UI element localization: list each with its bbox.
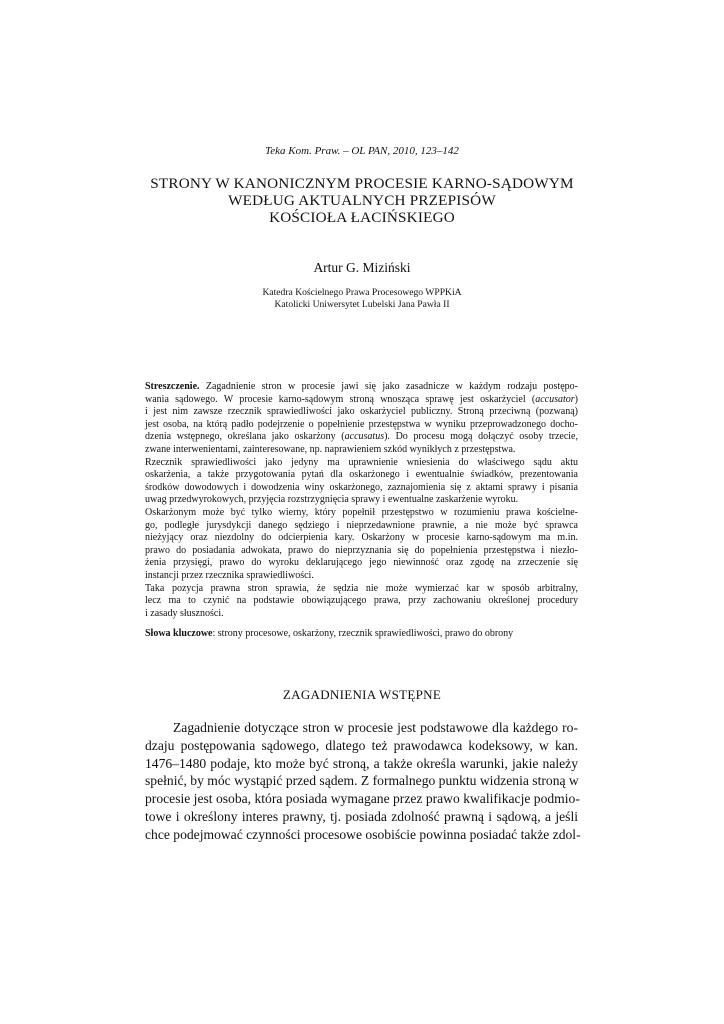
abstract-line: wania sądowego. W procesie karno-sądowym stroną wnosząca sprawę jest oskarżyciel (accusator) [145, 393, 578, 405]
author-name: Artur G. Miziński [313, 260, 411, 275]
abstract-line: nieżyjący oraz niezdolny do odcierpienia kary. Oskarżony w procesie karno-sądowym ma m.in. [145, 532, 578, 544]
body-text [145, 719, 581, 844]
abstract-line: środków dowodowych i dowodzenia winy oskarżonego, zaznajomienia się z aktami sprawy i pisania [145, 481, 578, 493]
affiliation-line: Katolicki Uniwersytet Lubelski Jana Pawła II [274, 299, 450, 310]
abstract-line: lecz ma to czynić na podstawie obowiązującego prawa, przy zachowaniu określonej procedury [145, 595, 578, 607]
abstract-label: Streszczenie. [145, 381, 200, 392]
keywords [145, 628, 578, 641]
abstract-line: Taka pozycja prawna stron sprawia, że sędzia nie może wymierzać kar w sposób arbitralny, [145, 582, 578, 594]
abstract-line: Oskarżonym może być tylko wierny, który popełnił przestępstwo w rozumieniu prawa kościelne- [145, 506, 578, 518]
body-line: spełnić, by móc wystąpić przed sądem. Z formalnego punktu widzenia stroną w [145, 773, 579, 789]
keywords-text: : strony procesowe, oskarżony, rzecznik sprawiedliwości, prawo do obrony [212, 628, 514, 640]
abstract-line: Streszczenie. Zagadnienie stron w procesie jawi się jako zasadnicze w każdym rodzaju postępo- [145, 381, 578, 392]
abstract-line: instancji przez rzecznika sprawiedliwości. [145, 569, 314, 581]
body-line: towe i określony interes prawny, tj. posiada zdolność prawną i sądową, a jeśli [145, 808, 578, 824]
abstract-line: żenia przysięgi, prawo do wyroku deklarującego jego niewinność oraz zgodę na zrzeczenie się [145, 557, 578, 569]
body-line: Zagadnienie dotyczące stron w procesie jest podstawowe dla każdego ro- [173, 720, 578, 735]
body-line: procesie jest osoba, która posiada wymagane przez prawo kwalifikacje podmio- [145, 791, 580, 807]
abstract-line: Rzecznik sprawiedliwości jako jedyny ma uprawnienie wniesienia do właściwego sądu aktu [145, 456, 578, 468]
title-line: STRONY W KANONICZNYM PROCESIE KARNO-SĄDOWYM [150, 175, 574, 192]
affiliation-line: Katedra Kościelnego Prawa Procesowego WPPKiA [262, 287, 462, 298]
title-line: WEDŁUG AKTUALNYCH PRZEPISÓW [228, 192, 496, 209]
section-heading: ZAGADNIENIA WSTĘPNE [282, 687, 442, 702]
body-line: 1476–1480 podaje, kto może być stroną, a także określa warunki, jakie należy [145, 755, 578, 771]
article-title [0, 175, 724, 226]
abstract-line: oskarżenia, a także przygotowania pytań dla oskarżonego i ewentualnie świadków, prezentowania [145, 469, 578, 481]
abstract-line: zwane interwenientami, zainteresowane, np. naprawieniem szkód wynikłych z przestępstwa. [145, 443, 516, 455]
abstract-line: i zasady słuszności. [145, 607, 224, 619]
abstract-line: dzenia wstępnego, określana jako oskarżony (accusatus). Do procesu mogą dołączyć osoby trzecie, [145, 431, 578, 443]
body-line: dzaju postępowania sądowego, dlatego też prawodawca kodeksowy, w kan. [145, 737, 578, 753]
abstract-line: i jest nim zawsze rzecznik sprawiedliwości jako oskarżyciel publiczny. Stroną przeciwną (pozwaną) [145, 406, 578, 418]
abstract-line: jest osoba, na którą padło podejrzenie o popełnienie przestępstwa w wyniku przeprowadzonego docho- [145, 418, 578, 430]
title-line: KOŚCIOŁA ŁACIŃSKIEGO [269, 209, 455, 226]
journal-header: Teka Kom. Praw. – OL PAN, 2010, 123–142 [265, 145, 459, 157]
abstract [145, 381, 578, 641]
abstract-line: uwag przedwyrokowych, przyjęcia rozstrzygnięcia sprawy i ewentualne zaskarżenie wyroku. [145, 494, 519, 506]
abstract-line: go, podległe jurysdykcji danego sędziego i nieprzedawnione prawnie, a nie może być sprawca [145, 519, 578, 531]
affiliation [0, 287, 724, 311]
body-line: chce podejmować czynności procesowe osobiście powinna posiadać także zdol- [145, 826, 581, 842]
keywords-label: Słowa kluczowe [145, 628, 213, 640]
abstract-line: prawo do posiadania adwokata, prawo do nieprzyznania się do popełnienia przestępstwa i niezło- [145, 544, 578, 556]
